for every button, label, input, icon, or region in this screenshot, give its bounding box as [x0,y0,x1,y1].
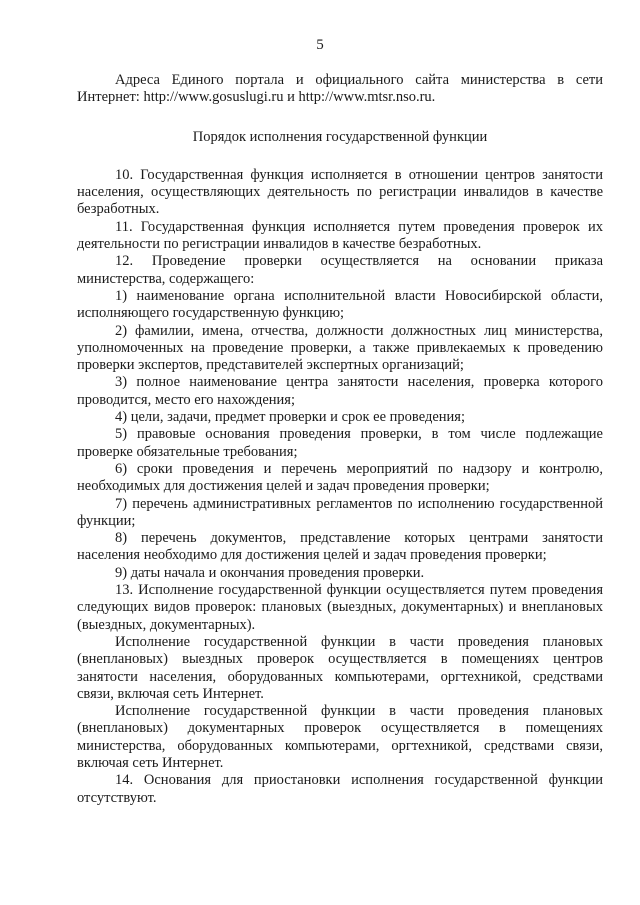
clause-11: 11. Государственная функция исполняется путем проведения проверок их деятельности по регистрации инвалидов в качестве безработных. [77,218,603,253]
clause-12-item-2: 2) фамилии, имена, отчества, должности должностных лиц министерства, уполномоченных на проведение проверки, а также привлекаемых к проведению проверки экспертов, представителей экспертных организаций; [77,322,603,374]
clause-12-item-1: 1) наименование органа исполнительной власти Новосибирской области, исполняющего государственную функцию; [77,287,603,322]
clause-12-item-3: 3) полное наименование центра занятости населения, проверка которого проводится, место его нахождения; [77,374,603,408]
clause-10: 10. Государственная функция исполняется в отношении центров занятости населения, осуществляющих деятельность по регистрации инвалидов в качестве безработных. [77,166,603,218]
clause-12-item-5: 5) правовые основания проведения проверки, в том числе подлежащие проверке обязательные требования; [77,426,603,460]
clause-12-item-9: 9) даты начала и окончания проведения проверки. [115,564,425,581]
portal-addresses-paragraph: Адреса Единого портала и официального сайта министерства в сети Интернет: http://www.gosuslugi.ru и http://www.mtsr.nso.ru. [77,72,603,106]
page-number: 5 [316,37,324,53]
clause-12-item-7: 7) перечень административных регламентов по исполнению государственной функции; [77,495,603,529]
clause-13-documentary-inspections: Исполнение государственной функции в части проведения плановых (внеплановых) документарных проверок осуществляется в помещениях министерства, оборудованных компьютерами, оргтехникой, средствами связи, включая сеть Интернет. [77,703,603,771]
clause-12: 12. Проведение проверки осуществляется на основании приказа министерства, содержащего: [77,253,603,287]
clause-14: 14. Основания для приостановки исполнения государственной функции отсутствуют. [77,772,603,806]
clause-13: 13. Исполнение государственной функции осуществляется путем проведения следующих видов проверок: плановых (выездных, документарных) и внеплановых (выездных, документарных). [77,582,603,633]
clause-12-item-6: 6) сроки проведения и перечень мероприятий по надзору и контролю, необходимых для достижения целей и задач проведения проверки; [77,460,603,495]
clause-12-item-4: 4) цели, задачи, предмет проверки и срок ее проведения; [115,409,465,426]
section-heading: Порядок исполнения государственной функции [192,128,488,145]
clause-13-field-inspections: Исполнение государственной функции в части проведения плановых (внеплановых) выездных проверок осуществляется в помещениях центров занятости населения, оборудованных компьютерами, оргтехникой, средствами связи, включая сеть Интернет. [77,633,603,702]
clause-12-item-8: 8) перечень документов, представление которых центрами занятости населения необходимо для достижения целей и задач проведения проверки; [77,530,603,564]
document-body [77,72,603,807]
